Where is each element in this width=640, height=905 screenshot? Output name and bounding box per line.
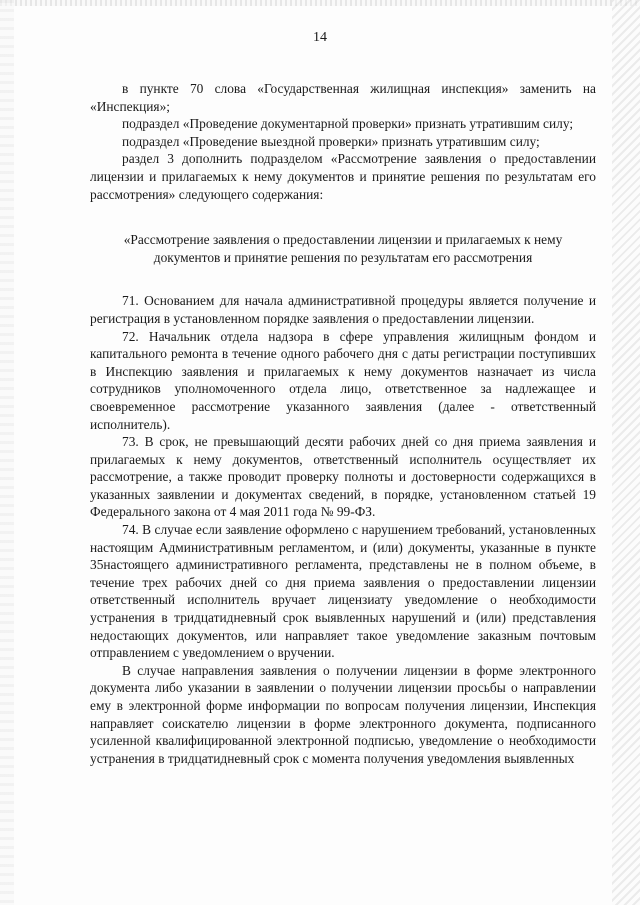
paragraph-72: 72. Начальник отдела надзора в сфере управления жилищным фондом и капитального ремонта в течение одного рабочего дня с даты регистрации поступивших в Инспекцию заявления и прилагаемых к нему документов назначает из числа сотрудников уполномоченного отдела лицо, ответственное за надлежащее и своевременное рассмотрение указанного заявления (далее - ответственный исполнитель). [90, 328, 596, 432]
scan-edge-right [612, 0, 640, 905]
paragraph-onsite-inspection: подраздел «Проведение выездной проверки» признать утратившим силу; [122, 133, 540, 149]
page-number: 14 [313, 30, 327, 45]
document-body [90, 80, 596, 767]
paragraph-documentary-inspection: подраздел «Проведение документарной проверки» признать утратившим силу; [122, 116, 574, 132]
paragraph-electronic-application: В случае направления заявления о получении лицензии в форме электронного документа либо указании в заявлении о получении лицензии просьбы о направлении ему в электронной форме информации по вопросам получения лицензии, Инспекция направляет соискателю лицензии в форме электронного документа, подписанного усиленной квалифицированной электронной подписью, уведомление о необходимости устранения в тридцатидневный срок с момента получения уведомления выявленных [90, 662, 596, 766]
paragraph-amend-point-70: в пункте 70 слова «Государственная жилищная инспекция» заменить на «Инспекция»; [90, 81, 596, 114]
paragraph-73: 73. В срок, не превышающий десяти рабочих дней со дня приема заявления и прилагаемых к нему документов, ответственный исполнитель осуществляет их рассмотрение, а также проводит проверку полноты и достоверности содержащихся в указанных заявлении и документах сведений, в порядке, установленном статьей 19 Федерального закона от 4 мая 2011 года № 99-ФЗ. [90, 434, 596, 520]
paragraph-section-3-addition: раздел 3 дополнить подразделом «Рассмотрение заявления о предоставлении лицензии и прилагаемых к нему документов и принятие решения по результатам его рассмотрения» следующего содержания: [90, 151, 596, 202]
paragraph-71: 71. Основанием для начала административной процедуры является получение и регистрация в установленном порядке заявления о предоставлении лицензии. [90, 293, 596, 326]
paragraph-74: 74. В случае если заявление оформлено с нарушением требований, установленных настоящим Административным регламентом, и (или) документы, указанные в пункте 35настоящего административного регламента, представлены не в полном объеме, в течение трех рабочих дней со дня приема заявления о предоставлении лицензии ответственный исполнитель вручает лицензиату уведомление о необходимости устранения в тридцатидневный срок выявленных нарушений и (или) представления недостающих документов, или направляет такое уведомление заказным почтовым отправлением с уведомлением о вручении. [90, 522, 596, 661]
scan-edge-top [0, 0, 640, 6]
scan-edge-left [0, 0, 14, 905]
section-heading: «Рассмотрение заявления о предоставлении лицензии и прилагаемых к нему документов и принятие решения по результатам его рассмотрения [123, 232, 563, 265]
